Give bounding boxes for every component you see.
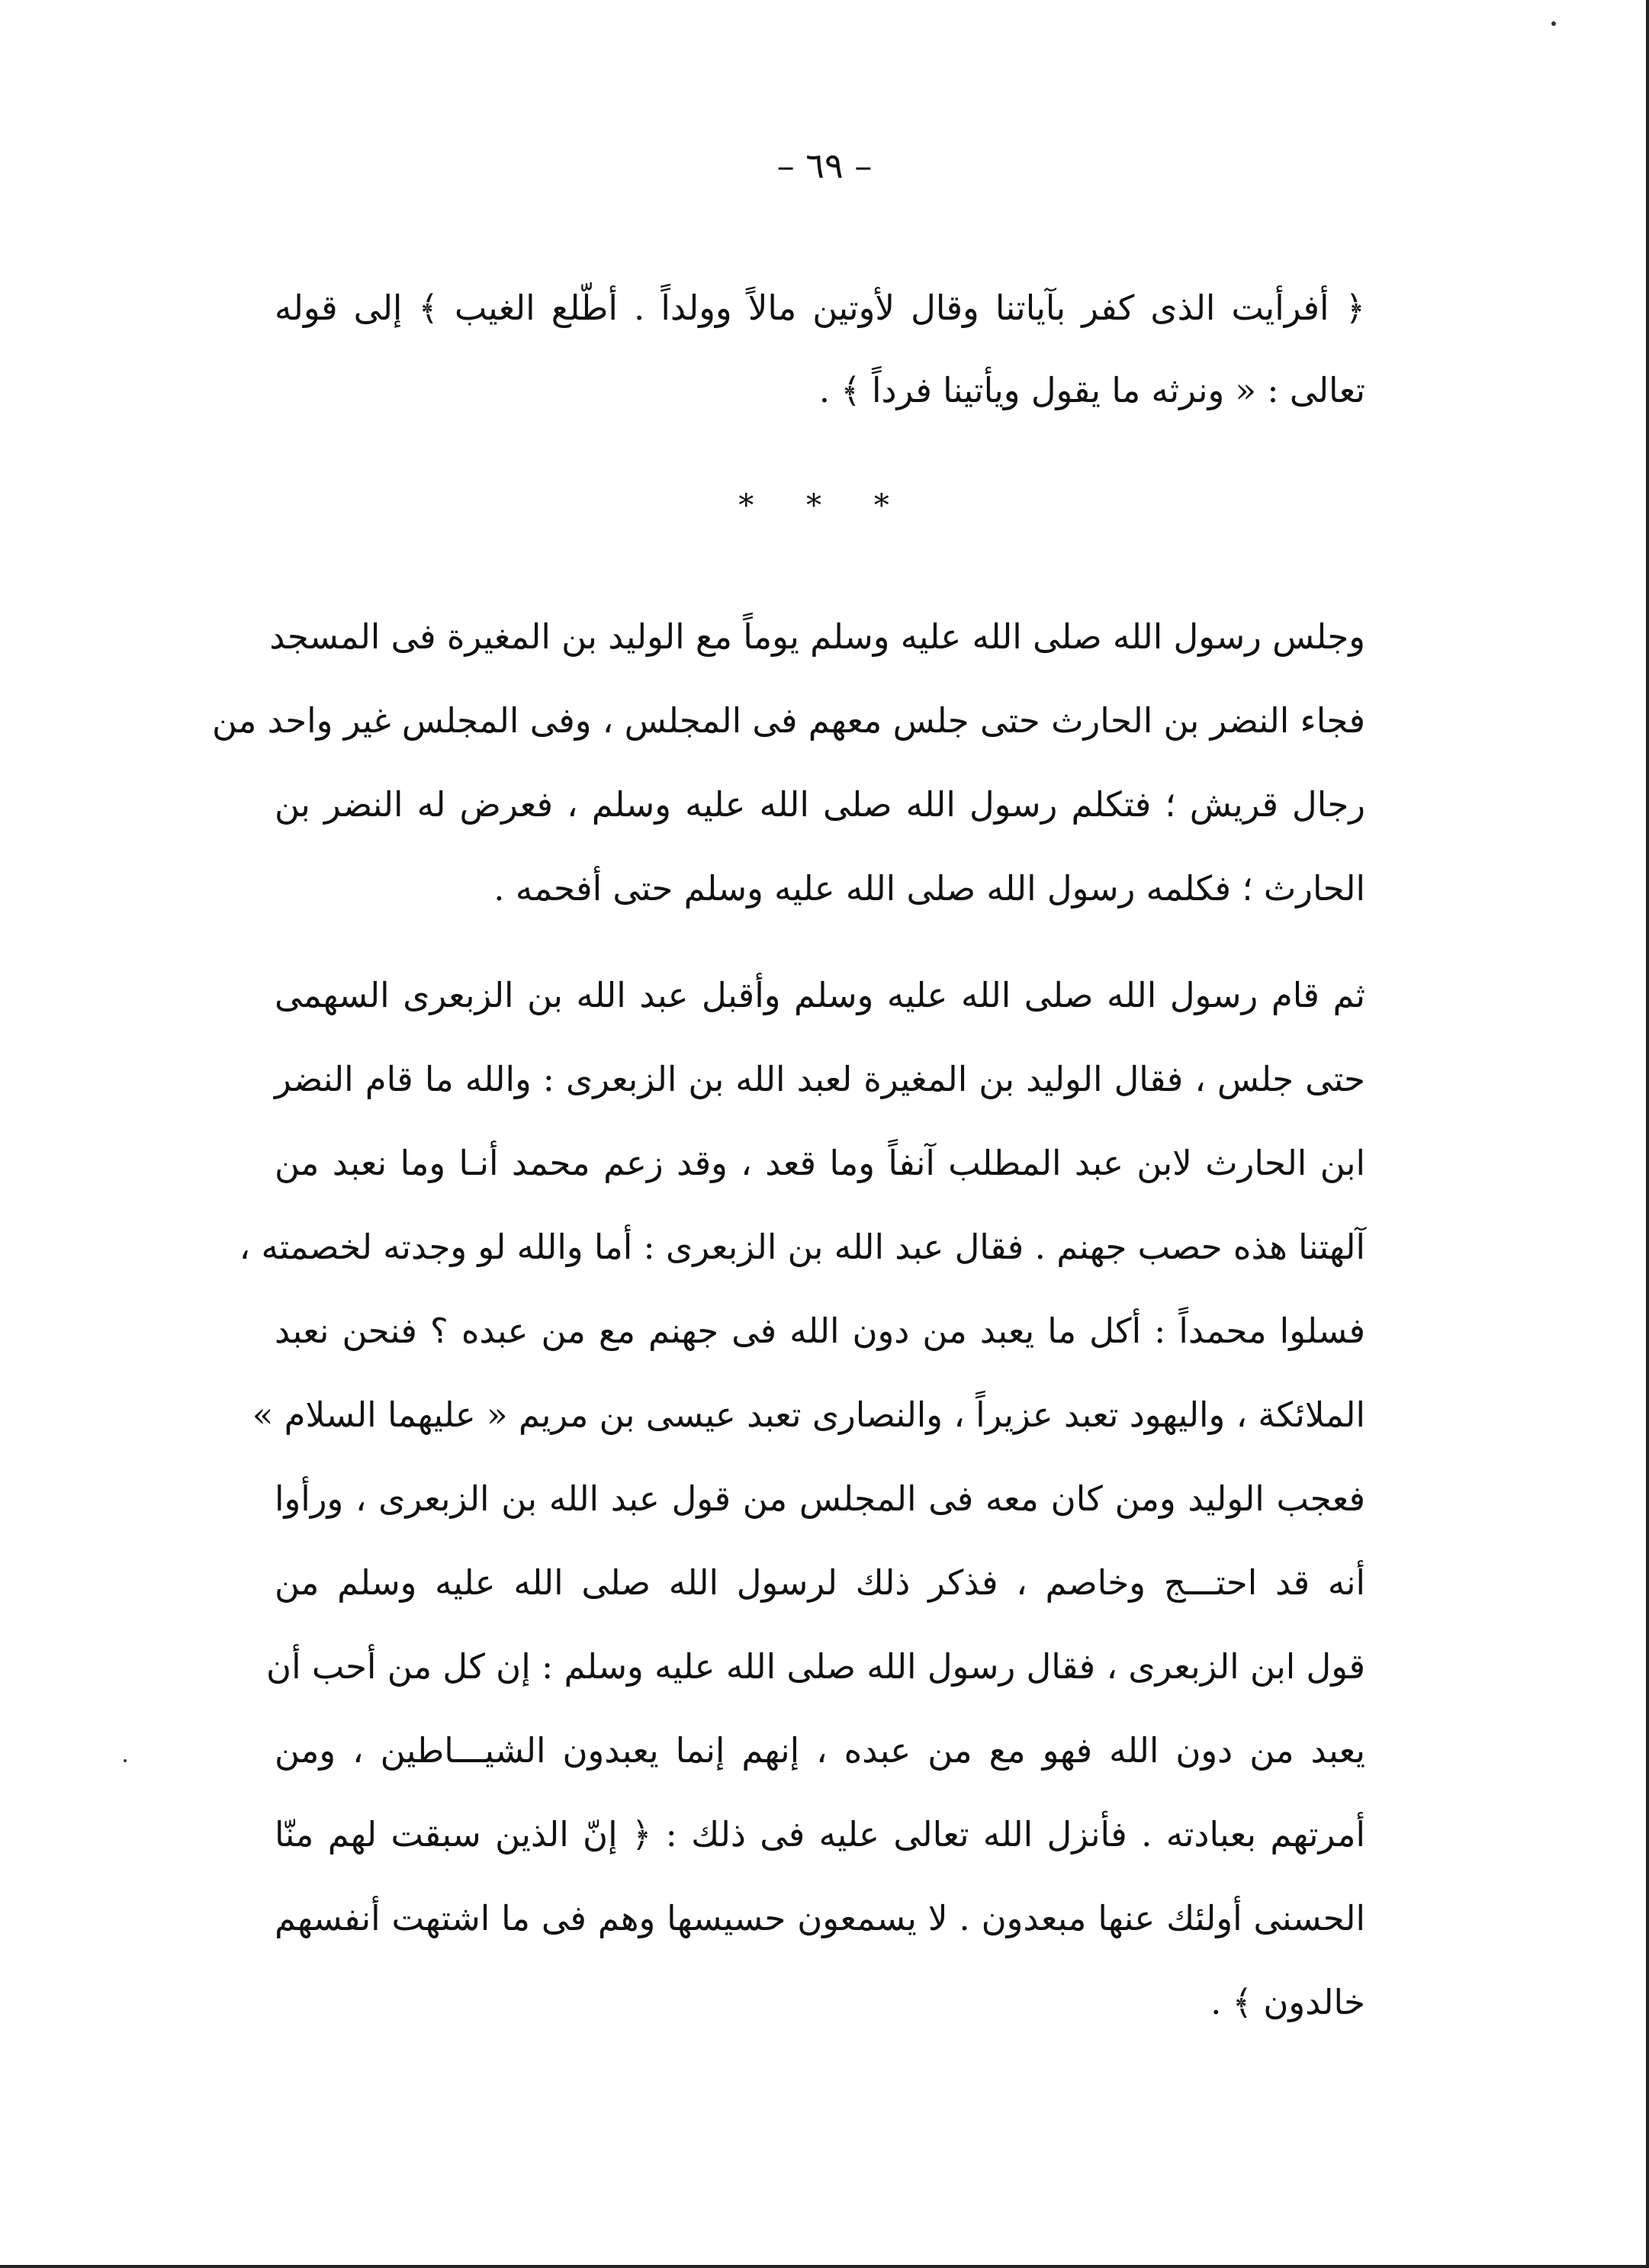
scan-speck — [1551, 21, 1556, 26]
paragraph-line: حتى جلس ، فقال الوليد بن المغيرة لعبد الله بن الزبعرى : والله ما قام النضر — [275, 1059, 1365, 1099]
scan-speck — [124, 1759, 127, 1762]
verse-line: تعالى : « ونرثه ما يقول ويأتينا فرداً ﴾ . — [818, 370, 1365, 410]
paragraph-line: قول ابن الزبعرى ، فقال رسول الله صلى الله عليه وسلم : إن كل من أحب أن — [266, 1646, 1365, 1687]
paragraph-line: فسلوا محمداً : أكل ما يعبد من دون الله فى جهنم مع من عبده ؟ فنحن نعبد — [275, 1311, 1365, 1351]
paragraph-line: الحسنى أولئك عنها مبعدون . لا يسمعون حسيسها وهم فى ما اشتهت أنفسهم — [275, 1898, 1365, 1938]
paragraph-line: الحارث ؛ فكلمه رسول الله صلى الله عليه وسلم حتى أفحمه . — [493, 868, 1365, 909]
paragraph-line: أمرتهم بعبادته . فأنزل الله تعالى عليه فى ذلك : ﴿ إنّ الذين سبقت لهم منّا — [275, 1814, 1365, 1855]
paragraph-line: خالدون ﴾ . — [1210, 1982, 1365, 2022]
paragraph-line: ابن الحارث لابن عبد المطلب آنفاً وما قعد ، وقد زعم محمد أنـا وما نعبد من — [275, 1143, 1365, 1183]
paragraph-line: وجلس رسول الله صلى الله عليه وسلم يوماً مع الوليد بن المغيرة فى المسجد — [269, 616, 1365, 657]
paragraph-line: رجال قريش ؛ فتكلم رسول الله صلى الله عليه وسلم ، فعرض له النضر بن — [275, 784, 1365, 825]
page-edge-right — [1646, 0, 1649, 2268]
verse-line: ﴿ أفرأيت الذى كفر بآياتنا وقال لأوتين مالاً وولداً . أطّلع الغيب ﴾ إلى قوله — [275, 288, 1365, 328]
quran-verse-block — [275, 267, 1365, 432]
paragraph-line: ثم قام رسول الله صلى الله عليه وسلم وأقبل عبد الله بن الزبعرى السهمى — [275, 975, 1365, 1015]
page-edge-bottom — [0, 2265, 1649, 2268]
page-number: – ٦٩ – — [776, 145, 873, 186]
paragraph-1 — [211, 595, 1365, 931]
paragraph-line: آلهتنا هذه حصب جهنم . فقال عبد الله بن الزبعرى : أما والله لو وجدته لخصمته ، — [239, 1227, 1365, 1267]
paragraph-line: يعبد من دون الله فهو مع من عبده ، إنهم إنما يعبدون الشيـــاطين ، ومن — [275, 1730, 1365, 1771]
paragraph-2 — [239, 954, 1365, 2044]
paragraph-line: الملائكة ، واليهود تعبد عزيراً ، والنصارى تعبد عيسى بن مريم « عليهما السلام » — [252, 1395, 1365, 1435]
paragraph-line: أنه قد احتـــج وخاصم ، فذكر ذلك لرسول الله صلى الله عليه وسلم من — [275, 1562, 1365, 1603]
paragraph-line: فجاء النضر بن الحارث حتى جلس معهم فى المجلس ، وفى المجلس غير واحد من — [211, 700, 1365, 741]
section-separator: * * * — [738, 488, 911, 523]
paragraph-line: فعجب الوليد ومن كان معه فى المجلس من قول عبد الله بن الزبعرى ، ورأوا — [275, 1478, 1365, 1519]
